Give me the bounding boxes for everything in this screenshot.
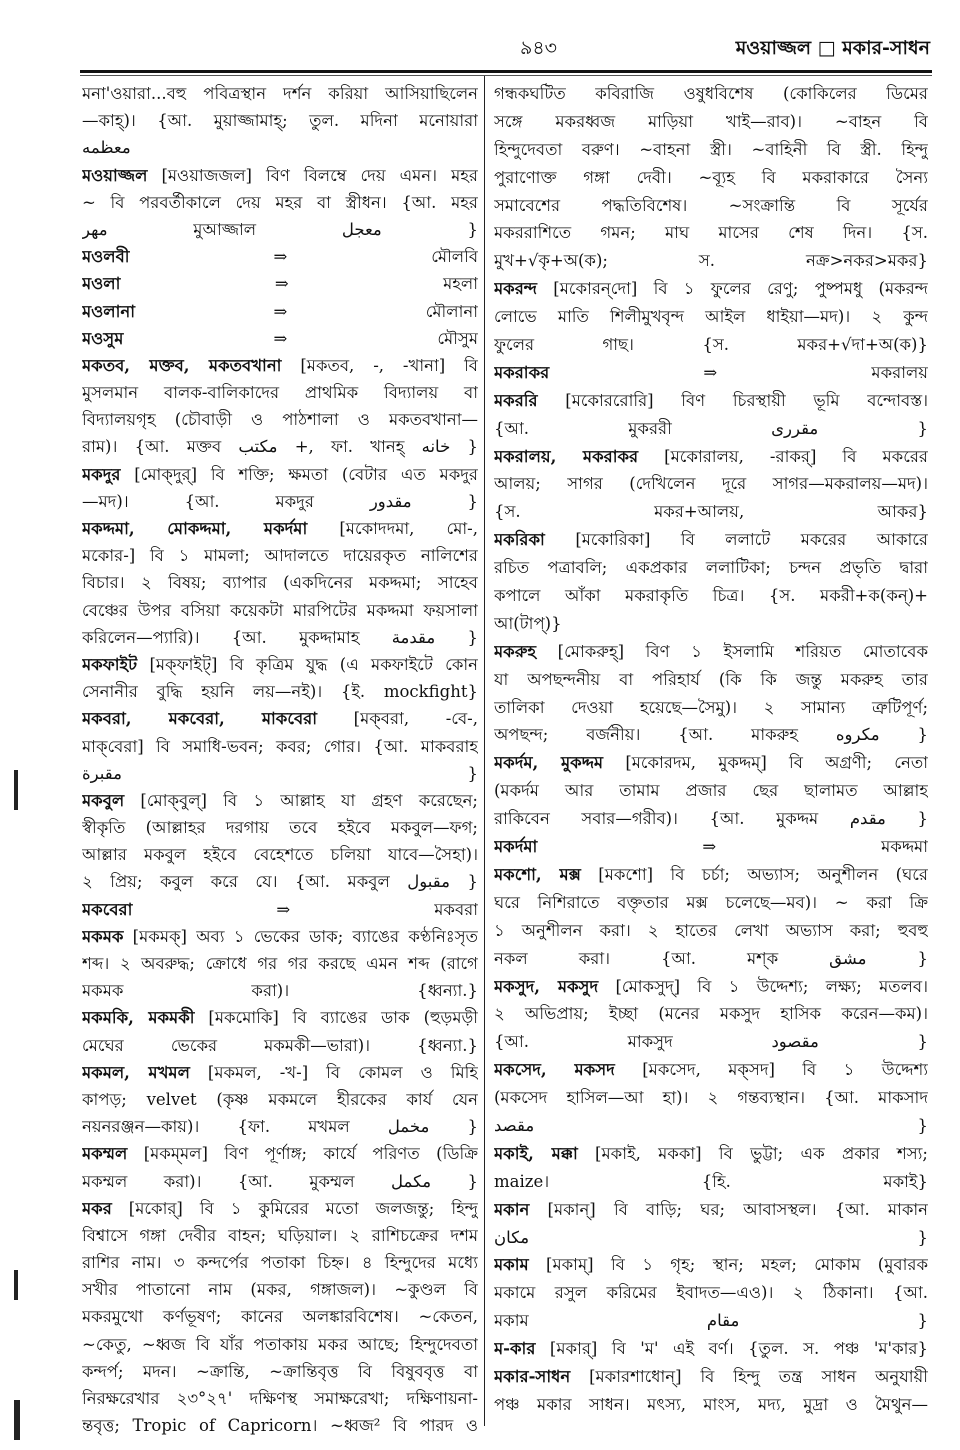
- line-text: আলয়; সাগর (দেখিলেন দূরে সাগর—মকরালয়—মদ)।: [494, 474, 928, 494]
- text-line: [494, 1028, 928, 1056]
- headword: মকরন্দ: [494, 279, 538, 299]
- headword: মকররি: [494, 390, 538, 410]
- line-text: ঘরে নিশিরাতে বক্তৃতার মক্স চলেছে—মব)। ~ করা ক্রি: [494, 892, 928, 912]
- headword: মকরুহ: [494, 641, 537, 661]
- line-text: মকমক করা)। {ধ্বন্যা.}: [82, 981, 478, 1001]
- text-line: [494, 415, 928, 443]
- line-text: কন্দর্প; মদন। ~ক্রান্তি, ~ক্রান্তিবৃত্ত বি বিষুববৃত্ত বা: [82, 1361, 478, 1381]
- text-line: [82, 733, 478, 760]
- line-text: নকল করা। {আ. মশ্‌ক مشق }: [494, 948, 928, 968]
- line-text: (মকর্দম আর তামাম প্রজার ছের ছালামত আল্লাহ: [494, 781, 928, 801]
- text-line: [494, 694, 928, 722]
- scan-mark: [14, 1270, 18, 1300]
- line-text: —কাহ্)। {আ. মুয়াজ্জামাহ্; তুল. মদিনা মনোয়ারা: [82, 111, 478, 131]
- entry-headline: [494, 1335, 928, 1363]
- entry-headline: [494, 443, 928, 471]
- headword: মকবুল: [82, 790, 125, 810]
- text-line: [82, 1168, 478, 1195]
- line-text: ২ অভিপ্রায়; ইচ্ছা (মনের মকসুদ হাসিক করেন—কম)।: [494, 1004, 928, 1024]
- line-text: ফুলের গাছ। {স. মকর+√দা+অ(ক)}: [494, 335, 928, 355]
- line-text: —মদ)। {আ. মকদুর مقدور }: [82, 491, 478, 511]
- headword: মকবরা, মকবেরা, মাকবেরা: [82, 709, 318, 729]
- text-line: [82, 134, 478, 161]
- text-line: [494, 470, 928, 498]
- line-text: বিশ্বাসে গঙ্গা দেবীর বাহন; ঘড়িয়াল। ২ রাশিচক্রের দশম: [82, 1225, 478, 1245]
- text-line: [494, 303, 928, 331]
- headword: মকাম: [494, 1255, 529, 1275]
- line-text: {স. মকর+আলয়, আকর}: [494, 502, 928, 522]
- text-line: [82, 678, 478, 705]
- text-line: [82, 760, 478, 787]
- headword: মকার-সাধন: [494, 1366, 571, 1386]
- entry-headline: [82, 270, 478, 297]
- text-line: [494, 136, 928, 164]
- line-text: বেঞ্চের উপর বসিয়া কয়েকটা মারপিটের মকদ্দমা ফয়সালা: [82, 600, 478, 620]
- text-line: [82, 1358, 478, 1385]
- line-text: ন্তবৃত্ত; Tropic of Capricorn। ~ধ্বজ² বি পারদ ও: [82, 1416, 478, 1436]
- entry-headline: [82, 243, 478, 270]
- line-text: কাপড়; velvet (কৃষ্ণ মকমলে হীরকের কার্য যেন: [82, 1089, 478, 1109]
- line-text: ২ প্রিয়; কবুল করে যে। {আ. মকবুল مقبول }: [82, 872, 478, 892]
- headword: মওয়াজ্জল: [82, 165, 148, 185]
- line-text: [মকশো] বি চর্চা; অভ্যাস; অনুশীলন (ঘরে: [580, 864, 928, 884]
- entry-headline: [82, 298, 478, 325]
- text-line: [82, 1385, 478, 1412]
- line-text: [মকাম্] বি ১ গৃহ; স্থান; মহল; মোকাম (মুবারক: [528, 1255, 928, 1275]
- line-text: রাশির নাম। ৩ কন্দর্পের পতাকা চিহ্ন। ৪ হিন্দুদের মধ্যে: [82, 1253, 478, 1273]
- line-text: مهر মুআজ্জাল معجل }: [82, 219, 478, 239]
- line-text: {আ. মাকসুদ مقصود }: [494, 1032, 928, 1052]
- line-text: সঙ্গে মকরধ্বজ মাড়িয়া খাই—রাব)। ~বাহন বি: [494, 111, 928, 131]
- text-line: [82, 1412, 478, 1439]
- line-text: মকামে রসুল করিমের ইবাদত—এও)। ২ ঠিকানা। {আ.: [494, 1283, 928, 1303]
- line-text: [মকোরন্‌দো] বি ১ ফুলের রেণু; পুষ্পমধু (মকরন্দ: [537, 279, 928, 299]
- line-text: [মোকসুদ্] বি ১ উদ্দেশ্য; লক্ষ্য; মতলব।: [598, 976, 928, 996]
- line-text: [মকারশাধোন্] বি হিন্দু তন্ত্র সাধন অনুযায়ী: [570, 1366, 928, 1386]
- column-divider: [484, 76, 485, 1426]
- line-text: সমাবেশের পদ্ধতিবিশেষ। ~সংক্রান্তি বি সূর্যের: [494, 195, 928, 215]
- text-line: [494, 554, 928, 582]
- headword: মকান: [494, 1199, 530, 1219]
- line-text: নিরক্ষরেখার ২৩°২৭' দক্ষিণস্থ সমাক্ষরেখা; দক্ষিণায়না-: [82, 1389, 478, 1408]
- line-text: মকোর-] বি ১ মামলা; আদালতে দায়েরকৃত নালিশের: [82, 546, 478, 566]
- entry-headline: [82, 705, 478, 732]
- headword: মকমকি, মকমকী: [82, 1008, 195, 1028]
- line-text: সেনানীর বুদ্ধি হয়নি লয়—নই)। {ই. mockfight}: [82, 682, 478, 702]
- line-text: রাম)। {আ. মক্তব مكتب +, ফা. খানহ্ خانه }: [82, 437, 478, 457]
- text-line: [494, 889, 928, 917]
- line-text: [মকমল, -খ-] বি কোমল ও মিহি: [189, 1062, 478, 1082]
- text-line: [82, 1303, 478, 1330]
- line-text: যা অপছন্দনীয় বা পরিহার্য (কি কি জন্তু মকরুহ তার: [494, 669, 928, 689]
- text-line: [494, 1084, 928, 1112]
- entry-headline: [494, 1251, 928, 1279]
- text-line: [82, 814, 478, 841]
- headword: মকমক: [82, 926, 124, 946]
- entry-headline: [82, 1140, 478, 1167]
- line-text: مقبرة }: [82, 763, 478, 783]
- line-text: [মক্‌ফাইট্] বি কৃত্রিম যুদ্ধ (এ মকফাইটে কোন: [137, 654, 478, 674]
- entry-headline: [82, 896, 478, 923]
- text-line: [494, 219, 928, 247]
- text-line: [494, 80, 928, 108]
- text-line: [494, 1307, 928, 1335]
- scan-mark: [14, 770, 18, 810]
- entry-headline: [494, 973, 928, 1001]
- page-header: [80, 34, 930, 66]
- line-text: [মওয়াজজল] বিণ বিলম্বে দেয় এমন। মহর: [147, 165, 478, 185]
- line-text: মকম্মল করা)। {আ. মুকম্মল مكمل }: [82, 1171, 478, 1191]
- entry-headline: [494, 387, 928, 415]
- line-text: অপছন্দ; বর্জনীয়। {আ. মাকরুহ مكروه }: [494, 725, 928, 745]
- entry-headline: [82, 325, 478, 352]
- line-text: [মকতব, -, -খানা] বি: [281, 355, 478, 375]
- text-line: [494, 1279, 928, 1307]
- text-line: [82, 542, 478, 569]
- entry-headline: [494, 638, 928, 666]
- text-line: [82, 1086, 478, 1113]
- line-text: আ(টাপ্)}: [494, 613, 562, 633]
- entry-headline: [82, 787, 478, 814]
- headword: মকর্দম, মুকদ্দম: [494, 753, 604, 773]
- text-line: [82, 950, 478, 977]
- line-text: আল্লার মকবুল হইবে বেহেশতে চলিয়া যাবে—সৈহা)।: [82, 845, 478, 865]
- line-text: তালিকা দেওয়া হয়েছে—সৈমু)। ২ সামান্য ত্রুটিপূর্ণ;: [494, 697, 928, 717]
- text-line: [494, 666, 928, 694]
- entry-headline: [494, 833, 928, 861]
- headword: মকদুর: [82, 464, 121, 484]
- headword: মকর: [82, 1198, 112, 1218]
- line-text: مقصد }: [494, 1115, 928, 1135]
- line-text: মুসলমান বালক-বালিকাদের প্রাথমিক বিদ্যালয় বা: [82, 383, 478, 403]
- line-text: مكان }: [494, 1227, 928, 1247]
- text-line: [82, 488, 478, 515]
- line-text: [মকোর্] বি ১ কুমিরের মতো জলজন্তু; হিন্দু: [111, 1198, 478, 1218]
- text-line: [82, 1276, 478, 1303]
- entry-headline: [82, 651, 478, 678]
- line-text: সখীর পাতানো নাম (মকর, গঙ্গাজল)। ~কুণ্ডল বি: [82, 1280, 478, 1300]
- text-line: [82, 841, 478, 868]
- text-line: [82, 1331, 478, 1358]
- text-line: [82, 189, 478, 216]
- text-line: [494, 777, 928, 805]
- entry-headline: [494, 749, 928, 777]
- line-text: [মকোরিকা] বি ললাটে মকরের আকারে: [544, 530, 928, 550]
- text-line: [82, 569, 478, 596]
- line-text: মনা'ওয়ারা...বহু পবিত্রস্থান দর্শন করিয়া আসিয়াছিলেন: [82, 84, 478, 103]
- headword: মওসুম: [82, 328, 124, 348]
- line-text: [মকোদদমা, মো-,: [307, 519, 478, 538]
- line-text: [মকমক্] অব্য ১ ভেকের ডাক; ব্যাঙের কণ্ঠনিঃসৃত: [123, 926, 478, 946]
- page-number: ৯৪৩: [520, 37, 558, 59]
- line-text: পুরাণোক্ত গঙ্গা দেবী। ~ব্যূহ বি মকরাকারে সৈন্য: [494, 167, 928, 187]
- line-text: কপালে আঁকা মকরাকৃতি চিত্র। {স. মকরী+ক(কন্)+: [494, 586, 928, 606]
- entry-headline: [494, 861, 928, 889]
- headword: ম-কার: [494, 1339, 536, 1359]
- left-column: [82, 80, 478, 1439]
- line-text: ⇒ মৌলানা: [135, 301, 478, 321]
- line-text: বিদ্যালয়গৃহ (চৌবাড়ী ও পাঠশালা ও মকতবখানা—: [82, 410, 478, 430]
- header-rule-thin: [80, 75, 932, 76]
- line-text: {আ. মুকররী مقررى }: [494, 418, 928, 438]
- text-line: [494, 1224, 928, 1252]
- line-text: [মকোরালয়, -রাকর্] বি মকরের: [638, 446, 928, 466]
- entry-headline: [82, 1059, 478, 1086]
- text-line: [82, 597, 478, 624]
- line-text: [মকাই, মককা] বি ভুট্টা; এক প্রকার শস্য;: [577, 1143, 928, 1163]
- headword: মকতব, মক্তব, মকতবখানা: [82, 355, 282, 375]
- text-line: [82, 433, 478, 460]
- line-text: [মোক্‌বুল্] বি ১ আল্লাহ যা গ্রহণ করেছেন;: [124, 790, 478, 810]
- entry-headline: [82, 1004, 478, 1031]
- entry-headline: [494, 1056, 928, 1084]
- text-line: [82, 868, 478, 895]
- entry-headline: [494, 275, 928, 303]
- line-text: [মকোরদম, মুকদ্দম্] বি অগ্রণী; নেতা: [603, 753, 928, 773]
- line-text: পঞ্চ মকার সাধন। মৎস্য, মাংস, মদ্য, মুদ্রা ও মৈথুন—: [494, 1394, 928, 1414]
- line-text: শব্দ। ২ অবরুদ্ধ; ক্রোধে গর গর করছে এমন শব্দ (রাগে: [82, 954, 478, 973]
- headword: মওলানা: [82, 301, 136, 321]
- entry-headline: [82, 923, 478, 950]
- text-line: [82, 379, 478, 406]
- text-line: [494, 1391, 928, 1419]
- right-column: [494, 80, 928, 1419]
- line-text: [মকোররোরি] বিণ চিরস্থায়ী ভূমি বন্দোবস্ত।: [537, 390, 928, 410]
- line-text: ১ অনুশীলন করা। ২ হাতের লেখা অভ্যাস করা; হুবহু: [494, 920, 928, 940]
- line-text: ⇒ মহলা: [120, 274, 478, 294]
- line-text: [মকম্‌মল] বিণ পূর্ণাঙ্গ; কার্যে পরিণত (ডিক্রি: [127, 1144, 478, 1164]
- line-text: লোভে মাতি শিলীমুখবৃন্দ আইল ধাইয়া—মদ)। ২ কুন্দ: [494, 307, 928, 327]
- headword: মকসেদ, মকসদ: [494, 1060, 615, 1080]
- line-text: রচিত পত্রাবলি; একপ্রকার ললাটিকা; চন্দন প্রভৃতি দ্বারা: [494, 558, 928, 578]
- line-text: [মোক্‌দুর্] বি শক্তি; ক্ষমতা (বেটার এত মকদুর: [120, 464, 478, 484]
- headword: মকমল, মখমল: [82, 1062, 190, 1082]
- headword: মকফাইট: [82, 654, 138, 674]
- headword: মকাই, মক্কা: [494, 1143, 578, 1163]
- text-line: [82, 1113, 478, 1140]
- headword: মকরিকা: [494, 530, 545, 550]
- line-text: বিচার। ২ বিষয়; ব্যাপার (একদিনের মকদ্দমা; সাহেব: [82, 573, 478, 593]
- text-line: [494, 1168, 928, 1196]
- text-line: [82, 107, 478, 134]
- headword: মকদ্দমা, মোকদ্দমা, মকর্দমা: [82, 519, 308, 538]
- line-text: maize। {হি. মকাই}: [494, 1171, 928, 1191]
- line-text: নয়নরঞ্জন—কায়)। {ফা. মখমল مخمل }: [82, 1117, 478, 1137]
- entry-headline: [494, 1140, 928, 1168]
- entry-headline: [82, 352, 478, 379]
- line-text: স্বীকৃতি (আল্লাহর দরগায় তবে হইবে মকবুল—ফগ;: [82, 818, 478, 838]
- headword: মকর্দমা: [494, 837, 538, 857]
- text-line: [82, 1032, 478, 1059]
- line-text: ⇒ মকবরা: [132, 899, 478, 919]
- line-text: ⇒ মকদ্দমা: [537, 837, 928, 857]
- line-text: রাকিবেন সবার—গরীব)। {আ. মুকদ্দম مقدم }: [494, 809, 928, 829]
- text-line: [494, 805, 928, 833]
- entry-headline: [494, 1363, 928, 1391]
- line-text: [মকসেদ, মক্‌সদ] বি ১ উদ্দেশ্য: [614, 1060, 928, 1080]
- line-text: ~ বি পরবর্তীকালে দেয় মহর বা স্ত্রীধন। {আ. মহর: [82, 192, 478, 212]
- text-line: [494, 192, 928, 220]
- text-line: [82, 977, 478, 1004]
- entry-headline: [494, 359, 928, 387]
- text-line: [494, 1112, 928, 1140]
- headword: মওলবী: [82, 247, 130, 267]
- line-text: ⇒ মৌলবি: [129, 247, 478, 267]
- line-text: মকাম مقام }: [494, 1311, 928, 1331]
- headword: মকরালয়, মকরাকর: [494, 446, 639, 466]
- text-line: [494, 582, 928, 610]
- text-line: [494, 945, 928, 973]
- line-text: ~কেতু, ~ধ্বজ বি যাঁর পতাকায় মকর আছে; হিন্দুদেবতা: [82, 1334, 478, 1354]
- text-line: [494, 164, 928, 192]
- line-text: [মকান্] বি বাড়ি; ঘর; আবাসস্থল। {আ. মাকান: [529, 1199, 928, 1219]
- line-text: [মক্‌বরা, -বে-,: [317, 709, 478, 729]
- text-line: [82, 1249, 478, 1276]
- headword: মকম্মল: [82, 1144, 128, 1164]
- text-line: [494, 108, 928, 136]
- line-text: মকরমুখো কর্ণভূষণ; কানের অলঙ্কারবিশেষ। ~কেতন,: [82, 1307, 478, 1327]
- line-text: ⇒ মকরালয়: [549, 362, 928, 382]
- text-line: [82, 216, 478, 243]
- entry-headline: [82, 162, 478, 189]
- line-text: [মোকরুহ্] বিণ ১ ইসলামি শরিয়ত মোতাবেক: [536, 641, 928, 661]
- entry-headline: [494, 1196, 928, 1224]
- text-line: [82, 624, 478, 651]
- entry-headline: [82, 515, 478, 542]
- text-line: [494, 721, 928, 749]
- text-line: [494, 1000, 928, 1028]
- text-line: [494, 247, 928, 275]
- line-text: ⇒ মৌসুম: [123, 328, 478, 348]
- line-text: গন্ধকঘটিত কবিরাজি ওষুধবিশেষ (কোকিলের ডিমের: [494, 84, 928, 103]
- text-line: [494, 498, 928, 526]
- entry-headline: [494, 526, 928, 554]
- headword: মওলা: [82, 274, 121, 294]
- headword: মকশো, মক্স: [494, 864, 581, 884]
- line-text: [মকার্] বি 'ম' এই বর্ণ। {তুল. স. পঞ্চ 'ম'কার}: [535, 1339, 928, 1359]
- headword: মকসুদ, মকসুদ: [494, 976, 599, 996]
- line-text: মাক্‌বেরা] বি সমাধি-ভবন; কবর; গোর। {আ. মাকবরাহ: [82, 736, 478, 756]
- text-line: [494, 331, 928, 359]
- headword: মকবেরা: [82, 899, 133, 919]
- text-line: [82, 406, 478, 433]
- text-line: [494, 917, 928, 945]
- line-text: হিন্দুদেবতা বরুণ। ~বাহনা স্ত্রী। ~বাহিনী বি স্ত্রী. হিন্দু: [494, 139, 928, 159]
- headword: মকরাকর: [494, 362, 550, 382]
- line-text: (মকসেদ হাসিল—আ হা)। ২ গন্তব্যস্থান। {আ. মাকসাদ: [494, 1088, 928, 1108]
- entry-headline: [82, 1195, 478, 1222]
- scan-mark: [14, 1400, 20, 1440]
- line-text: معظمه: [82, 138, 131, 158]
- text-line: [82, 1222, 478, 1249]
- text-line: [494, 610, 928, 638]
- line-text: মকররাশিতে গমন; মাঘ মাসের শেষ দিন। {স.: [494, 223, 928, 243]
- line-text: [মকমোকি] বি ব্যাঙের ডাক (হুড়মড়ী: [194, 1008, 478, 1028]
- running-head: মওয়াজ্জল □ মকার-সাধন: [735, 37, 930, 59]
- line-text: মুখ+√কৃ+অ(ক); স. নক্র>নকর>মকর}: [494, 251, 928, 271]
- header-rule: [80, 70, 932, 73]
- entry-headline: [82, 461, 478, 488]
- text-line: [82, 80, 478, 107]
- line-text: মেঘের ভেকের মকমকী—ভারা)। {ধ্বন্যা.}: [82, 1035, 478, 1055]
- line-text: করিলেন—প্যারি)। {আ. মুকদ্দামাহ مقدمة }: [82, 627, 478, 647]
